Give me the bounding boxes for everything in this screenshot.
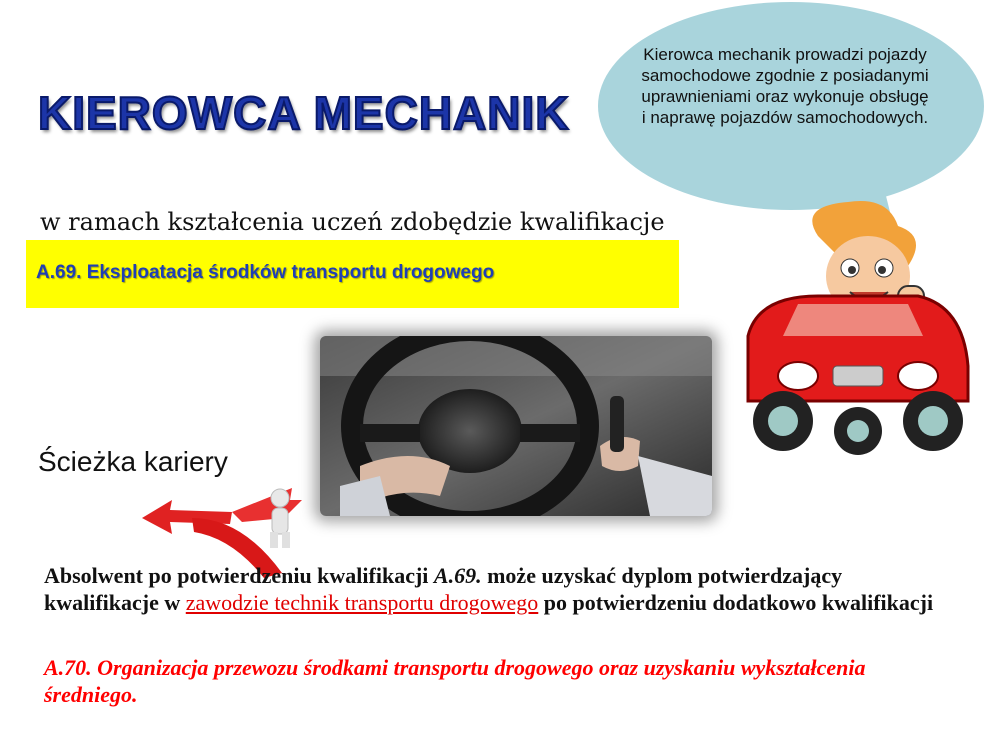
- steering-wheel-illustration: [320, 336, 712, 516]
- description-part3: po potwierdzeniu dodatkowo kwalifikacji: [538, 590, 934, 615]
- description-part2: może uzyskać dyplom potwierdzający kwalifikacje w: [44, 563, 843, 615]
- page-title: KIEROWCA MECHANIK: [38, 87, 570, 139]
- description-part1: Absolwent po potwierdzeniu kwalifikacji: [44, 563, 434, 588]
- career-heading: Ścieżka kariery: [38, 446, 228, 477]
- bubble-text: Kierowca mechanik prowadzi pojazdy samochodowe zgodnie z posiadanymi uprawnieniami oraz wykonuje obsługę i naprawę pojazdów samochodowych.: [641, 45, 929, 127]
- profession-link[interactable]: zawodzie technik transportu drogowego: [185, 590, 539, 615]
- additional-qualification: A.70. Organizacja przewozu środkami transportu drogowego oraz uzyskaniu wykształcenia średniego.: [44, 655, 866, 707]
- qualification-code: A.69.: [433, 563, 482, 588]
- steering-wheel-photo: [320, 336, 712, 516]
- subtitle: w ramach kształcenia uczeń zdobędzie kwalifikacje: [40, 208, 665, 236]
- qualification-label: A.69. Eksploatacja środków transportu drogowego: [36, 262, 495, 283]
- cartoon-car-illustration: [738, 196, 978, 458]
- graduate-description: [44, 562, 944, 616]
